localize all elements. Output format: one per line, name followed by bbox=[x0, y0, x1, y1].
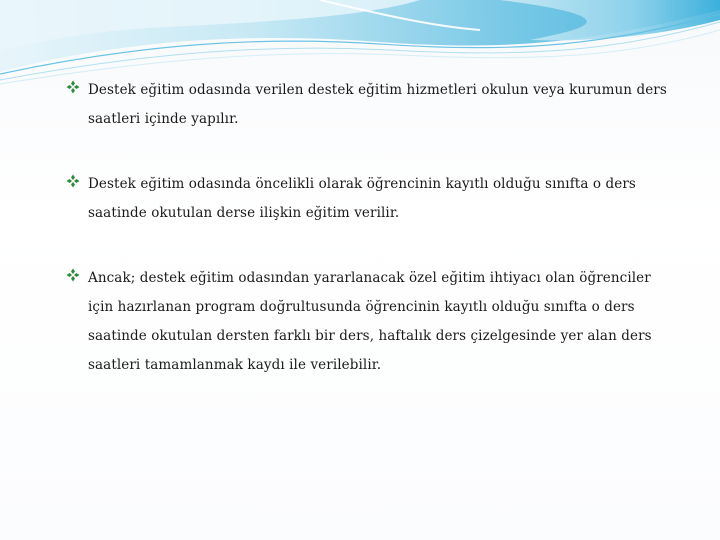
content-area bbox=[66, 76, 676, 416]
bullet-line: Ancak; destek eğitim odasından yararlanacak özel eğitim ihtiyacı olan öğrenciler bbox=[88, 270, 651, 286]
bullet-line: saatinde okutulan dersten farklı bir ders, haftalık ders çizelgesinde yer alan ders bbox=[88, 328, 652, 344]
bullet-item bbox=[66, 76, 676, 134]
bullet-line: saatinde okutulan derse ilişkin eğitim verilir. bbox=[88, 205, 400, 221]
bullet-line: saatleri tamamlanmak kaydı ile verilebilir. bbox=[88, 357, 382, 373]
bullet-line: için hazırlanan program doğrultusunda öğrencinin kayıtlı olduğu sınıfta o ders bbox=[88, 299, 635, 315]
bullet-line: Destek eğitim odasında verilen destek eğitim hizmetleri okulun veya kurumun ders bbox=[88, 82, 667, 98]
bullet-text bbox=[88, 170, 676, 228]
bullet-line: Destek eğitim odasında öncelikli olarak öğrencinin kayıtlı olduğu sınıfta o ders bbox=[88, 176, 636, 192]
bullet-text bbox=[88, 76, 676, 134]
diamond-bullet-icon bbox=[66, 268, 80, 282]
bullet-item bbox=[66, 264, 676, 380]
bullet-item bbox=[66, 170, 676, 228]
bullet-text bbox=[88, 264, 676, 380]
diamond-bullet-icon bbox=[66, 174, 80, 188]
bullet-line: saatleri içinde yapılır. bbox=[88, 111, 239, 127]
diamond-bullet-icon bbox=[66, 80, 80, 94]
